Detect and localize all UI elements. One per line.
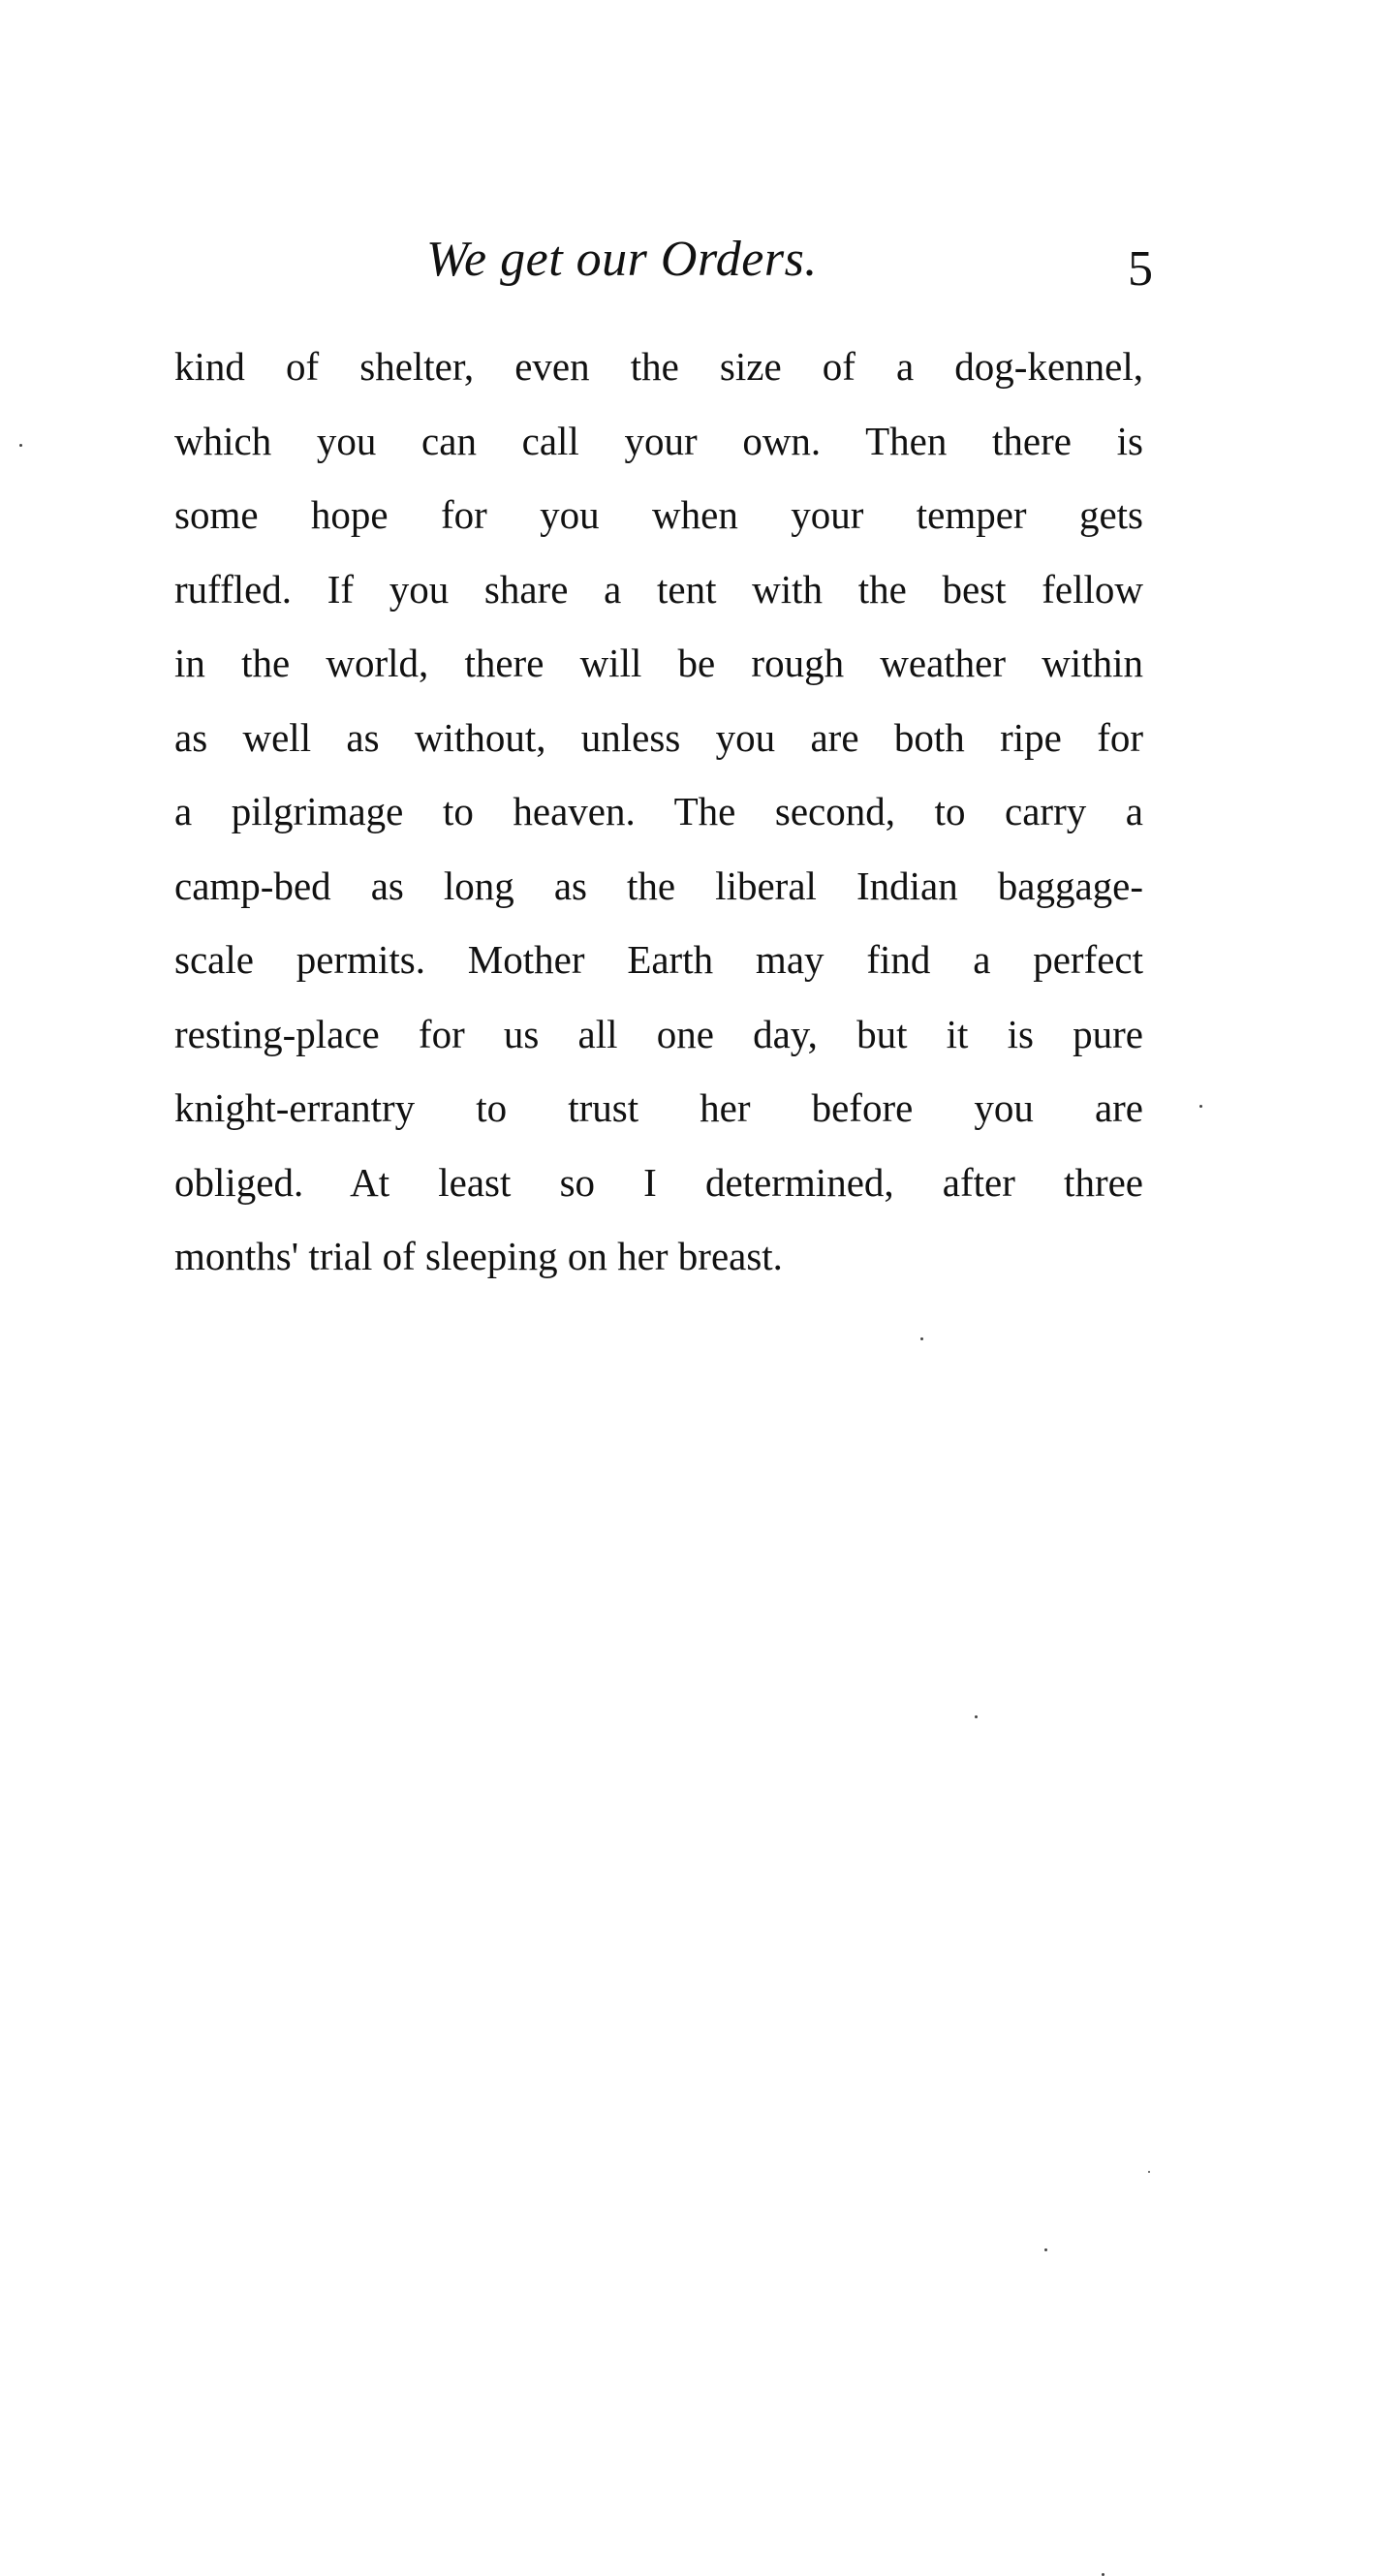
scan-speck xyxy=(920,1337,923,1340)
scan-speck xyxy=(975,1715,978,1718)
scan-speck xyxy=(19,444,22,447)
scan-speck xyxy=(1148,2171,1150,2173)
text-line: as well as without, unless you are both ripe for xyxy=(174,714,1143,760)
text-line: kind of shelter, even the size of a dog-kennel, xyxy=(174,344,1143,389)
text-line: in the world, there will be rough weather within xyxy=(174,641,1143,685)
text-line: some hope for you when your temper gets xyxy=(174,492,1143,537)
scan-speck xyxy=(1044,2248,1047,2251)
running-title: We get our Orders. xyxy=(426,232,818,287)
text-line: scale permits. Mother Earth may find a perfect xyxy=(174,937,1143,982)
page-number: 5 xyxy=(1128,241,1153,297)
text-line: knight-errantry to trust her before you are xyxy=(174,1085,1143,1130)
text-line: obliged. At least so I determined, after three xyxy=(174,1159,1143,1205)
text-line: camp-bed as long as the liberal Indian baggage- xyxy=(174,863,1143,908)
text-line: resting-place for us all one day, but it is pure xyxy=(174,1011,1143,1056)
text-line: a pilgrimage to heaven. The second, to carry a xyxy=(174,789,1143,833)
running-head xyxy=(174,231,1153,308)
body-text xyxy=(174,330,1143,1294)
scan-speck xyxy=(1199,1105,1202,1108)
text-line: ruffled. If you share a tent with the best fellow xyxy=(174,566,1143,612)
text-line: which you can call your own. Then there is xyxy=(174,418,1143,463)
text-line: months' trial of sleeping on her breast. xyxy=(174,1234,783,1278)
